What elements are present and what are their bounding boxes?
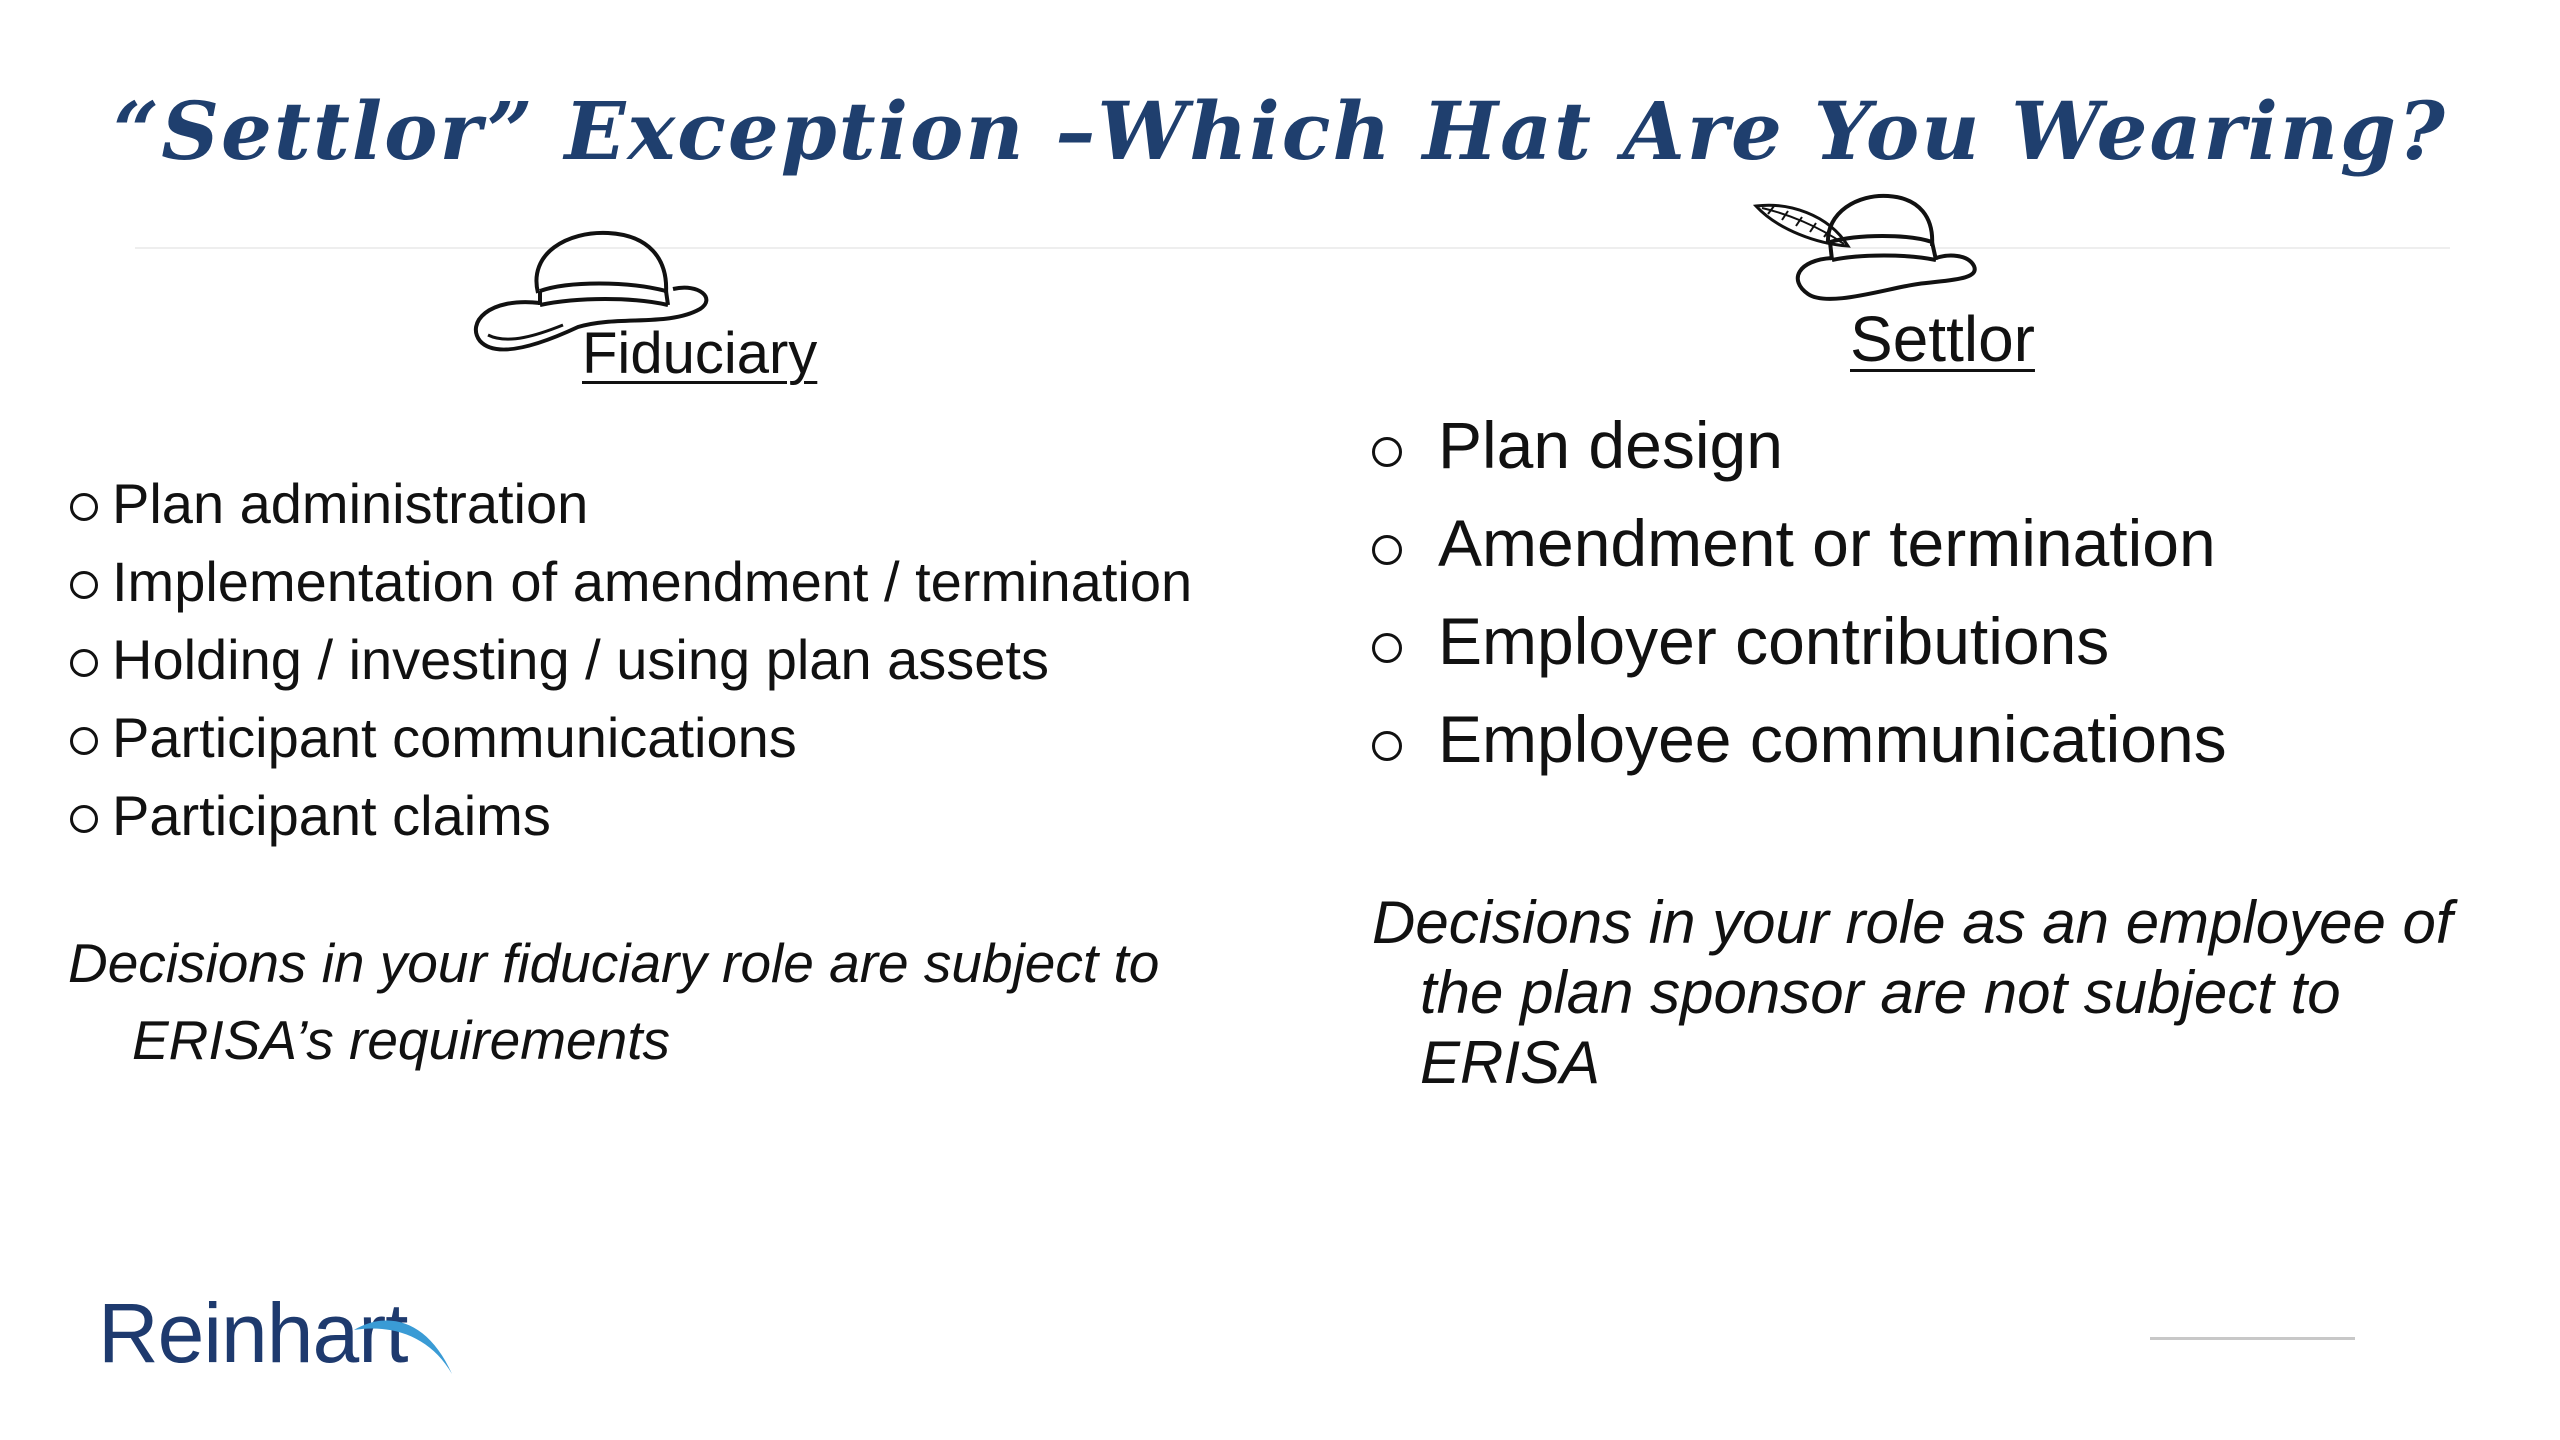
- settlor-note: [1372, 888, 2453, 1098]
- list-item: [1372, 592, 2227, 690]
- circle-bullet-icon: [70, 649, 98, 677]
- list-item: [70, 776, 1192, 854]
- list-item: [1372, 396, 2227, 494]
- footer-divider: [2150, 1337, 2355, 1340]
- list-item-label: Implementation of amendment / termination: [112, 549, 1193, 613]
- circle-bullet-icon: [70, 571, 98, 599]
- list-item: [70, 620, 1192, 698]
- circle-bullet-icon: [1372, 535, 1402, 565]
- settlor-list: [1372, 396, 2227, 788]
- list-item-label: Participant communications: [112, 705, 797, 769]
- circle-bullet-icon: [1372, 731, 1402, 761]
- circle-bullet-icon: [70, 493, 98, 521]
- fiduciary-heading: Fiduciary: [582, 321, 818, 386]
- circle-bullet-icon: [1372, 633, 1402, 663]
- fiduciary-note-line: ERISA’s requirements: [132, 1009, 670, 1071]
- feathered-hat-icon: [1748, 184, 1988, 314]
- list-item-label: Employee communications: [1438, 702, 2227, 776]
- circle-bullet-icon: [70, 727, 98, 755]
- list-item-label: Employer contributions: [1438, 604, 2110, 678]
- slide-title: “Settlor” Exception –Which Hat Are You Wearing?: [113, 84, 2447, 178]
- settlor-note-line: ERISA: [1420, 1029, 1601, 1096]
- list-item-label: Holding / investing / using plan assets: [112, 627, 1049, 691]
- list-item-label: Participant claims: [112, 783, 551, 847]
- logo-swoosh-icon: [348, 1300, 458, 1380]
- reinhart-logo: [98, 1288, 458, 1378]
- logo-text: Reinhart: [98, 1286, 408, 1380]
- list-item: [1372, 690, 2227, 788]
- list-item-label: Plan administration: [112, 471, 589, 535]
- settlor-note-line: Decisions in your role as an employee of: [1372, 889, 2453, 956]
- fiduciary-note: [68, 925, 1159, 1079]
- list-item: [70, 464, 1192, 542]
- settlor-heading: Settlor: [1850, 303, 2035, 375]
- settlor-note-line: the plan sponsor are not subject to: [1420, 959, 2341, 1026]
- list-item: [1372, 494, 2227, 592]
- fiduciary-note-line: Decisions in your fiduciary role are subject to: [68, 932, 1160, 994]
- fiduciary-list: [70, 464, 1192, 854]
- list-item: [70, 698, 1192, 776]
- list-item-label: Plan design: [1438, 408, 1783, 482]
- circle-bullet-icon: [70, 805, 98, 833]
- list-item: [70, 542, 1192, 620]
- list-item-label: Amendment or termination: [1438, 506, 2216, 580]
- circle-bullet-icon: [1372, 437, 1402, 467]
